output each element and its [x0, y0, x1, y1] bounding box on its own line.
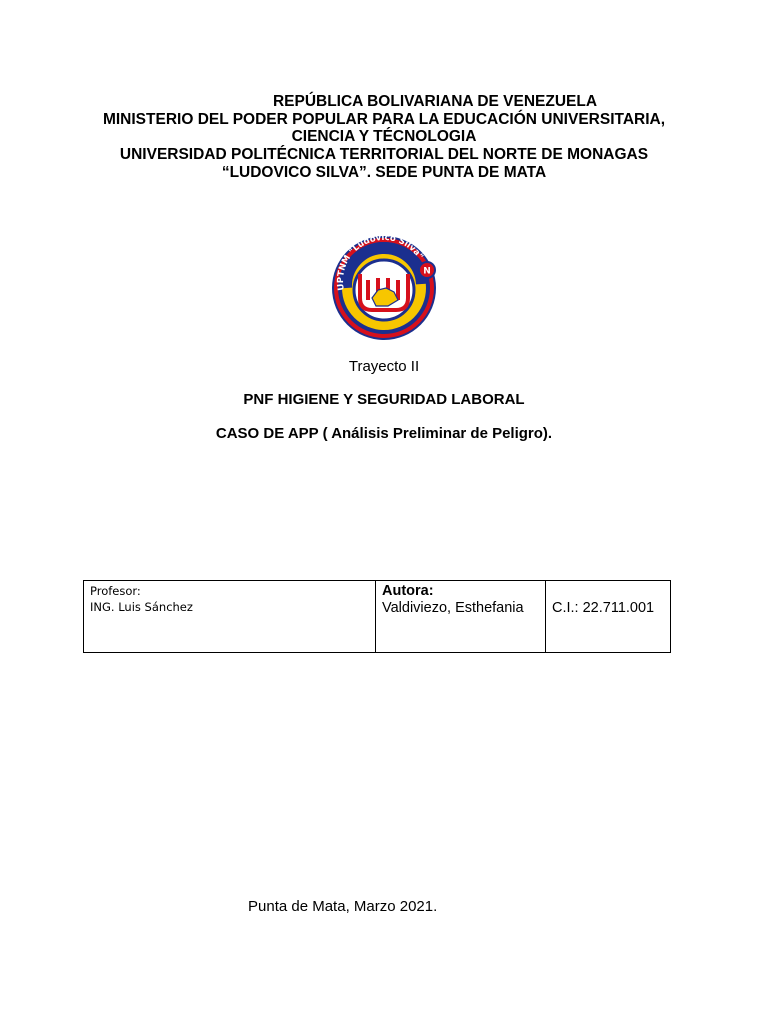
autora-label: Autora:: [382, 583, 434, 599]
author-info-table: [83, 580, 671, 653]
header-line-republic: REPÚBLICA BOLIVARIANA DE VENEZUELA: [272, 93, 598, 110]
header-line-ministry: MINISTERIO DEL PODER POPULAR PARA LA EDUCACIÓN UNIVERSITARIA,: [102, 111, 666, 128]
header-line-seat: “LUDOVICO SILVA”. SEDE PUNTA DE MATA: [221, 164, 547, 181]
autora-name: Valdiviezo, Esthefania: [382, 600, 524, 616]
logo-ring-text: UPTNM "Ludovico Silva": [335, 232, 425, 292]
university-logo: [326, 228, 442, 344]
ci-cell: [546, 581, 671, 653]
place-date: Punta de Mata, Marzo 2021.: [248, 898, 438, 915]
svg-text:N: N: [423, 266, 431, 277]
profesor-label: Profesor:: [90, 584, 141, 598]
header-line-science: CIENCIA Y TÉCNOLOGIA: [291, 128, 477, 145]
trayecto-label: Trayecto II: [348, 358, 420, 375]
program-title: PNF HIGIENE Y SEGURIDAD LABORAL: [243, 391, 525, 408]
autora-cell: [376, 581, 546, 653]
profesor-name: ING. Luis Sánchez: [90, 600, 193, 614]
header-line-university: UNIVERSIDAD POLITÉCNICA TERRITORIAL DEL NORTE DE MONAGAS: [119, 146, 649, 163]
ci-value: C.I.: 22.711.001: [552, 600, 655, 616]
profesor-cell: [84, 581, 376, 653]
case-title: CASO DE APP ( Análisis Preliminar de Peligro).: [215, 425, 553, 442]
